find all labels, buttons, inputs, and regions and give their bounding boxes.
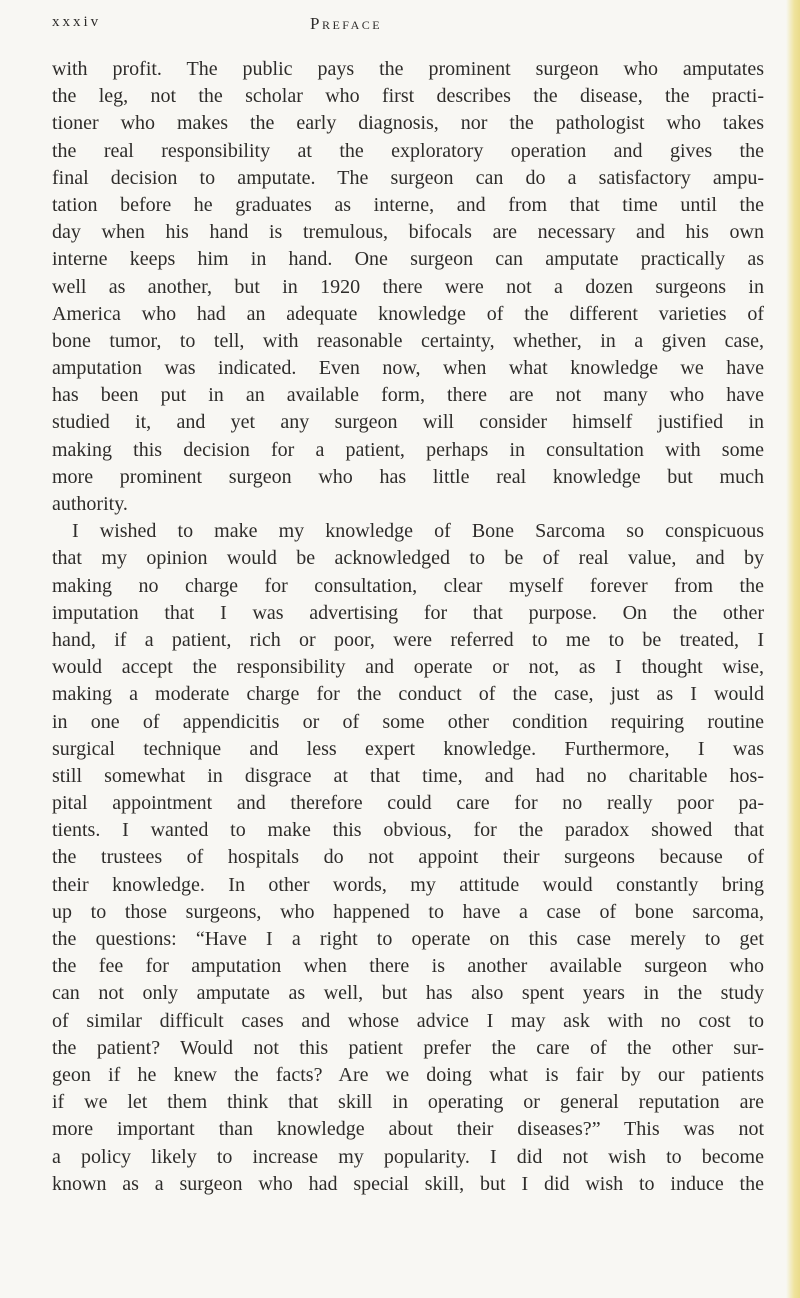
text-line: hand, if a patient, rich or poor, were referred to me to be treated, I — [52, 628, 764, 651]
text-line: making no charge for consultation, clear myself forever from the — [52, 574, 764, 597]
text-line: can not only amputate as well, but has also spent years in the study — [52, 982, 764, 1005]
text-line: America who had an adequate knowledge of the different varieties of — [52, 302, 764, 325]
text-line: their knowledge. In other words, my attitude would constantly bring — [52, 873, 764, 896]
text-line: still somewhat in disgrace at that time, and had no charitable hos- — [52, 764, 764, 787]
text-line: the real responsibility at the exploratory operation and gives the — [52, 139, 764, 162]
text-line: the trustees of hospitals do not appoint their surgeons because of — [52, 846, 764, 869]
text-line: in one of appendicitis or of some other condition requiring routine — [52, 710, 764, 733]
text-line: I wished to make my knowledge of Bone Sarcoma so conspicuous — [72, 520, 764, 543]
text-line: tients. I wanted to make this obvious, for the paradox showed that — [52, 819, 764, 842]
text-line: the questions: “Have I a right to operate on this case merely to get — [52, 928, 764, 950]
page-header — [52, 14, 752, 44]
text-line: has been put in an available form, there are not many who have — [52, 384, 764, 407]
text-line: tioner who makes the early diagnosis, nor the pathologist who takes — [52, 112, 764, 135]
text-line: interne keeps him in hand. One surgeon can amputate practically as — [52, 248, 764, 271]
text-line: tation before he graduates as interne, and from that time until the — [52, 193, 764, 216]
text-line: making a moderate charge for the conduct of the case, just as I would — [52, 683, 764, 706]
text-line: surgical technique and less expert knowledge. Furthermore, I was — [52, 737, 764, 760]
text-line: up to those surgeons, who happened to have a case of bone sarcoma, — [52, 900, 764, 923]
text-line: amputation was indicated. Even now, when what knowledge we have — [52, 357, 764, 380]
text-line: more important than knowledge about their diseases?” This was not — [52, 1118, 764, 1141]
text-line: final decision to amputate. The surgeon can do a satisfactory ampu- — [52, 166, 764, 189]
text-line: authority. — [52, 493, 128, 515]
text-line: geon if he knew the facts? Are we doing what is fair by our patients — [52, 1063, 764, 1086]
text-line: if we let them think that skill in operating or general reputation are — [52, 1091, 764, 1114]
text-line: day when his hand is tremulous, bifocals are necessary and his own — [52, 221, 764, 244]
text-line: known as a surgeon who had special skill, but I did wish to induce the — [52, 1172, 764, 1195]
text-line: the fee for amputation when there is another available surgeon who — [52, 955, 764, 978]
text-line: would accept the responsibility and operate or not, as I thought wise, — [52, 656, 764, 679]
page-number: xxxiv — [52, 14, 102, 30]
text-line: studied it, and yet any surgeon will consider himself justified in — [52, 411, 764, 434]
text-line: the leg, not the scholar who first describes the disease, the practi- — [52, 85, 764, 108]
text-line: bone tumor, to tell, with reasonable certainty, whether, in a given case, — [52, 329, 764, 352]
text-line: imputation that I was advertising for that purpose. On the other — [52, 601, 764, 624]
text-line: more prominent surgeon who has little real knowledge but much — [52, 465, 764, 488]
body-text — [52, 56, 764, 1198]
text-line: pital appointment and therefore could care for no really poor pa- — [52, 792, 764, 815]
page-edge — [786, 0, 800, 1298]
text-line: of similar difficult cases and whose advice I may ask with no cost to — [52, 1009, 764, 1032]
text-line: that my opinion would be acknowledged to be of real value, and by — [52, 547, 764, 570]
text-line: with profit. The public pays the prominent surgeon who amputates — [52, 58, 764, 80]
text-line: the patient? Would not this patient prefer the care of the other sur- — [52, 1036, 764, 1059]
running-head: Preface — [310, 14, 383, 33]
text-line: a policy likely to increase my popularity. I did not wish to become — [52, 1145, 764, 1168]
text-line: making this decision for a patient, perhaps in consultation with some — [52, 438, 764, 461]
text-line: well as another, but in 1920 there were not a dozen surgeons in — [52, 275, 764, 298]
